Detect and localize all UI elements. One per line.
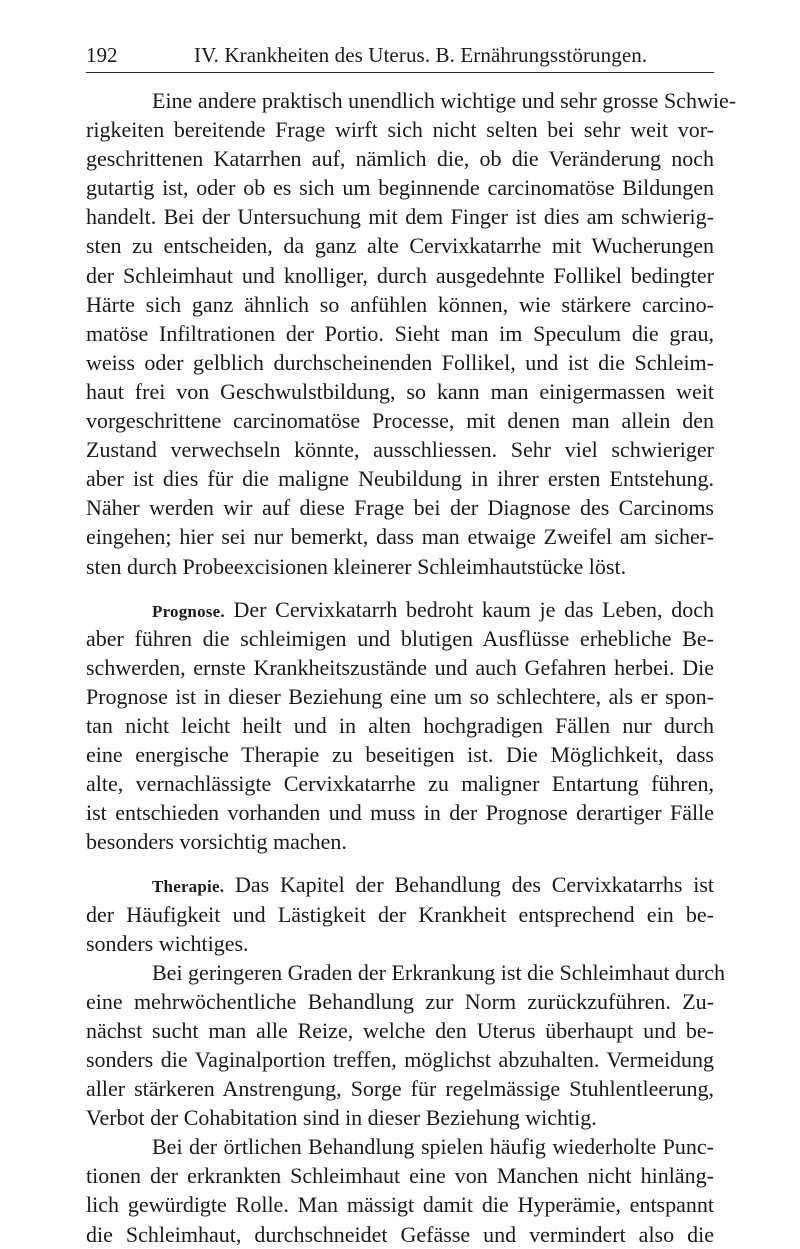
text-line: der Häufigkeit und Lästigkeit der Krankheit entsprechend ein be- <box>86 901 714 927</box>
text-line: Prognose ist in dieser Beziehung eine um so schlechtere, als er spon- <box>86 683 714 709</box>
page-number: 192 <box>86 43 118 67</box>
running-title: IV. Krankheiten des Uterus. B. Ernährungsstörungen. <box>194 43 648 67</box>
page-body <box>86 86 737 1249</box>
paragraph-gap <box>86 581 714 595</box>
text-line: haut frei von Geschwulstbildung, so kann man einigermassen weit <box>86 378 714 404</box>
text-line: Bei der örtlichen Behandlung spielen häufig wiederholte Punc- <box>152 1134 714 1160</box>
text-line: sonders wichtiges. <box>86 930 249 956</box>
text-line: sonders die Vaginalportion treffen, möglichst abzuhalten. Vermeidung <box>86 1047 714 1072</box>
paragraph-gap <box>86 856 714 870</box>
text-line: eine mehrwöchentliche Behandlung zur Norm zurückzuführen. Zu- <box>86 988 714 1014</box>
text-line: ist entschieden vorhanden und muss in der Prognose derartiger Fälle <box>86 800 714 826</box>
paragraph-mild-cases <box>86 958 726 1133</box>
text-line: aller stärkeren Anstrengung, Sorge für regelmässige Stuhlentleerung, <box>86 1076 714 1102</box>
section-heading-therapie: Therapie. <box>152 877 225 897</box>
text-run: Der Cervixkatarrh bedroht kaum je das Leben, doch <box>233 596 715 622</box>
text-line: matöse Infiltrationen der Portio. Sieht man im Speculum die grau, <box>86 320 714 346</box>
text-line: tan nicht leicht heilt und in alten hochgradigen Fällen nur durch <box>86 712 714 738</box>
text-line: lich gewürdigte Rolle. Man mässigt damit die Hyperämie, entspannt <box>86 1192 714 1218</box>
text-line: gutartig ist, oder ob es sich um beginnende carcinomatöse Bildungen <box>86 175 714 201</box>
text-line: Näher werden wir auf diese Frage bei der Diagnose des Carcinoms <box>86 495 714 521</box>
text-line: tionen der erkrankten Schleimhaut eine von Manchen nicht hinläng- <box>86 1163 714 1189</box>
paragraph-local-treatment <box>86 1132 714 1248</box>
text-line: geschrittenen Katarrhen auf, nämlich die, ob die Veränderung noch <box>86 146 714 172</box>
text-line: besonders vorsichtig machen. <box>86 829 347 855</box>
text-line: nächst sucht man alle Reize, welche den Uterus überhaupt und be- <box>86 1017 714 1043</box>
running-header <box>86 40 714 73</box>
text-line: Bei geringeren Graden der Erkrankung ist die Schleimhaut durch <box>152 959 726 985</box>
text-line: handelt. Bei der Untersuchung mit dem Finger ist dies am schwierig- <box>86 204 714 230</box>
text-line: rigkeiten bereitende Frage wirft sich nicht selten bei sehr weit vor- <box>86 117 714 143</box>
text-line: Zustand verwechseln könnte, ausschliessen. Sehr viel schwieriger <box>86 437 714 463</box>
text-line <box>86 595 714 624</box>
text-line: sten zu entscheiden, da ganz alte Cervixkatarrhe mit Wucherungen <box>86 233 714 259</box>
section-therapie <box>86 870 714 957</box>
text-line: Eine andere praktisch unendlich wichtige und sehr grosse Schwie- <box>152 88 737 113</box>
text-line: Verbot der Cohabitation sind in dieser Beziehung wichtig. <box>86 1105 597 1131</box>
text-line: eingehen; hier sei nur bemerkt, dass man etwaige Zweifel am sicher- <box>86 524 714 550</box>
text-line: weiss oder gelblich durchscheinenden Follikel, und ist die Schleim- <box>86 349 714 375</box>
text-line <box>86 870 714 899</box>
text-line: eine energische Therapie zu beseitigen ist. Die Möglichkeit, dass <box>86 742 714 768</box>
text-line: aber führen die schleimigen und blutigen Ausflüsse erhebliche Be- <box>86 625 714 651</box>
text-line: Härte sich ganz ähnlich so anfühlen können, wie stärkere carcino- <box>86 291 714 317</box>
text-line: der Schleimhaut und knolliger, durch ausgedehnte Follikel bedingter <box>86 262 714 288</box>
text-line: vorgeschrittene carcinomatöse Processe, mit denen man allein den <box>86 408 714 434</box>
text-line: schwerden, ernste Krankheitszustände und auch Gefahren herbei. Die <box>86 654 714 680</box>
text-line: aber ist dies für die maligne Neubildung in ihrer ersten Entstehung. <box>86 466 714 492</box>
section-heading-prognose: Prognose. <box>152 601 225 621</box>
text-line: die Schleimhaut, durchschneidet Gefässe und vermindert also die <box>86 1221 714 1247</box>
section-prognose <box>86 595 714 857</box>
text-line: sten durch Probeexcisionen kleinerer Schleimhautstücke löst. <box>86 553 627 579</box>
text-run: Das Kapitel der Behandlung des Cervixkatarrhs ist <box>234 872 715 898</box>
text-line: alte, vernachlässigte Cervixkatarrhe zu maligner Entartung führen, <box>86 771 714 797</box>
paragraph-ambiguity <box>86 86 737 581</box>
